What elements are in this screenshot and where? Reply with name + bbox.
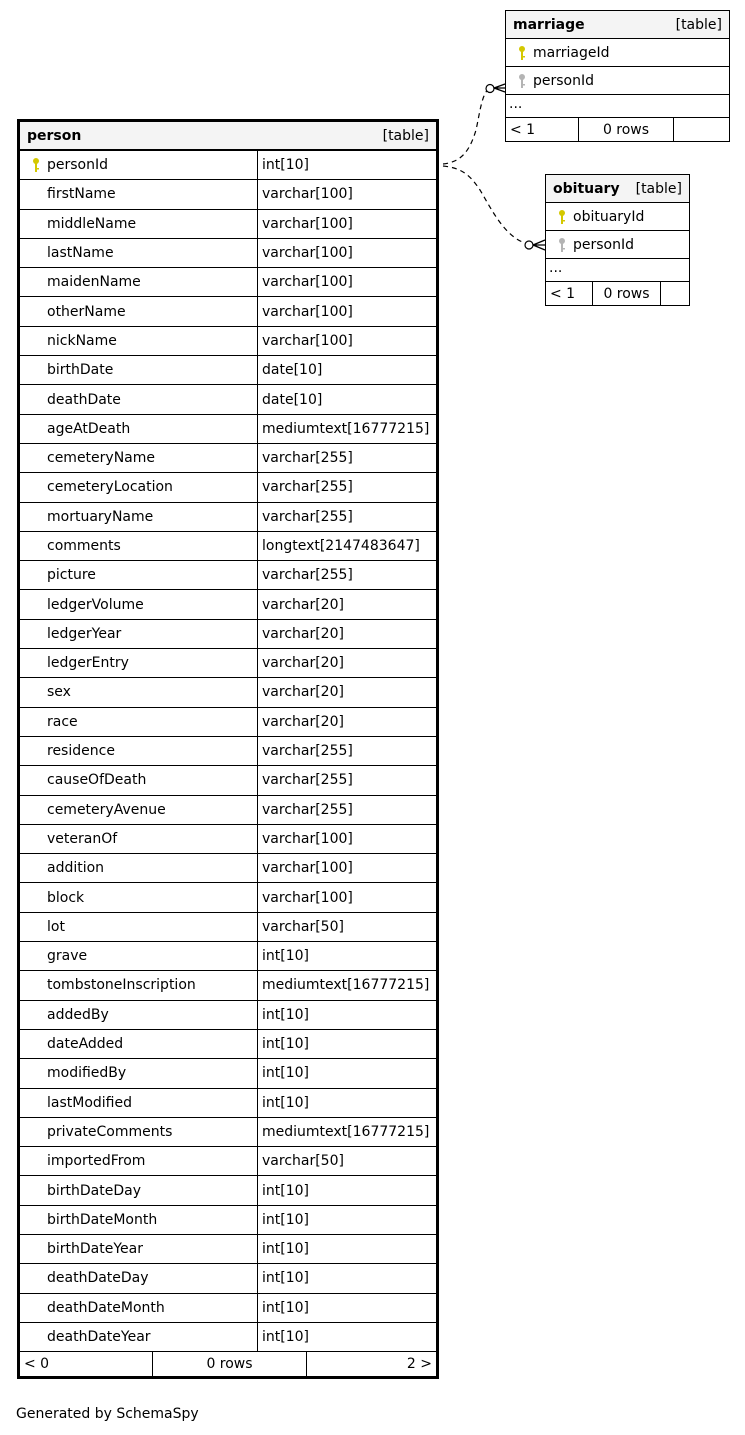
table-row[interactable] xyxy=(20,327,436,356)
table-row[interactable] xyxy=(20,151,436,180)
column-name: ageAtDeath xyxy=(47,420,131,437)
table-row[interactable] xyxy=(20,444,436,473)
column-type: varchar[20] xyxy=(262,625,344,642)
table-row[interactable] xyxy=(20,1001,436,1030)
foreign-key-icon xyxy=(550,237,573,253)
table-row[interactable] xyxy=(20,590,436,619)
more-columns: ... xyxy=(546,259,689,282)
column-name: lot xyxy=(47,918,65,935)
column-type: varchar[100] xyxy=(262,245,353,262)
column-name-cell xyxy=(20,356,258,384)
column-name-cell xyxy=(20,473,258,501)
primary-key-icon xyxy=(510,45,533,61)
column-type: int[10] xyxy=(262,1211,309,1228)
column-name-cell xyxy=(20,239,258,267)
table-row[interactable] xyxy=(20,473,436,502)
column-name-cell xyxy=(20,971,258,999)
table-row[interactable] xyxy=(20,1235,436,1264)
table-row[interactable] xyxy=(506,39,729,67)
table-row[interactable] xyxy=(20,649,436,678)
column-type: date[10] xyxy=(262,391,323,408)
column-name-cell xyxy=(20,561,258,589)
table-row[interactable] xyxy=(20,766,436,795)
generated-by-label: Generated by SchemaSpy xyxy=(16,1406,199,1422)
table-row[interactable] xyxy=(20,854,436,883)
column-type: varchar[100] xyxy=(262,274,353,291)
column-name: picture xyxy=(47,567,96,584)
column-name-cell xyxy=(20,210,258,238)
connector-obituary-zero-marker xyxy=(525,241,533,249)
column-type: longtext[2147483647] xyxy=(262,538,420,554)
column-name: modifiedBy xyxy=(47,1065,127,1082)
table-row[interactable] xyxy=(20,356,436,385)
table-kind: [table] xyxy=(635,180,682,197)
column-name: importedFrom xyxy=(47,1153,146,1170)
table-row[interactable] xyxy=(20,180,436,209)
column-list xyxy=(20,151,436,1352)
connector-person-marriage xyxy=(443,88,490,164)
table-header xyxy=(546,175,689,203)
column-name-cell xyxy=(20,678,258,706)
table-marriage[interactable] xyxy=(505,10,730,142)
column-name-cell xyxy=(20,883,258,911)
column-name-cell xyxy=(20,1323,258,1351)
table-row[interactable] xyxy=(20,1118,436,1147)
column-type: varchar[255] xyxy=(262,801,353,818)
table-row[interactable] xyxy=(20,942,436,971)
column-name-cell xyxy=(20,1059,258,1087)
table-footer xyxy=(20,1352,436,1376)
column-name: birthDate xyxy=(47,362,114,379)
connector-person-obituary xyxy=(443,166,528,244)
column-name: birthDateMonth xyxy=(47,1211,158,1228)
column-list xyxy=(506,39,729,95)
column-name-cell xyxy=(20,503,258,531)
column-name: grave xyxy=(47,948,88,965)
column-type: int[10] xyxy=(262,948,309,965)
column-name-cell xyxy=(20,590,258,618)
column-name-cell xyxy=(20,297,258,325)
column-type: mediumtext[16777215] xyxy=(262,977,430,994)
column-name-cell xyxy=(20,385,258,413)
column-type: varchar[20] xyxy=(262,713,344,730)
column-type: date[10] xyxy=(262,362,323,379)
column-type: varchar[50] xyxy=(262,1153,344,1170)
table-row[interactable] xyxy=(20,415,436,444)
table-row[interactable] xyxy=(20,913,436,942)
column-name: maidenName xyxy=(47,274,141,291)
column-name-cell xyxy=(20,268,258,296)
column-name: personId xyxy=(573,236,635,253)
column-type: varchar[255] xyxy=(262,479,353,496)
row-count: 0 rows xyxy=(579,118,674,141)
column-name-cell xyxy=(20,1089,258,1117)
column-type: varchar[100] xyxy=(262,889,353,906)
connector-marriage-crowfoot xyxy=(494,84,505,92)
column-name: causeOfDeath xyxy=(47,772,147,789)
parent-count: < 1 xyxy=(506,118,579,141)
table-person[interactable] xyxy=(17,119,439,1379)
column-name: veteranOf xyxy=(47,830,118,847)
table-row[interactable] xyxy=(20,1059,436,1088)
column-name-cell xyxy=(20,415,258,443)
column-name: sex xyxy=(47,684,71,701)
column-type: mediumtext[16777215] xyxy=(262,1123,430,1140)
column-name-cell xyxy=(20,151,258,179)
column-name: dateAdded xyxy=(47,1036,124,1053)
column-name: nickName xyxy=(47,332,117,349)
column-name-cell xyxy=(20,708,258,736)
column-name: block xyxy=(47,889,85,906)
column-name: firstName xyxy=(47,186,116,203)
table-row[interactable] xyxy=(20,883,436,912)
column-name-cell xyxy=(20,796,258,824)
column-name: personId xyxy=(47,157,109,174)
column-name-cell xyxy=(20,1118,258,1146)
column-name: ledgerVolume xyxy=(47,596,144,613)
column-name: deathDateMonth xyxy=(47,1299,165,1316)
column-name: tombstoneInscription xyxy=(47,977,196,994)
table-row[interactable] xyxy=(20,1030,436,1059)
column-name-cell xyxy=(20,444,258,472)
column-name: deathDateYear xyxy=(47,1329,151,1346)
column-type: int[10] xyxy=(262,1270,309,1287)
column-type: int[10] xyxy=(262,1006,309,1023)
column-name-cell xyxy=(20,913,258,941)
column-name: lastName xyxy=(47,245,114,262)
table-row[interactable] xyxy=(20,385,436,414)
table-row[interactable] xyxy=(20,737,436,766)
column-name-cell xyxy=(20,737,258,765)
table-footer xyxy=(546,282,689,305)
column-name: addedBy xyxy=(47,1006,109,1023)
table-row[interactable] xyxy=(546,203,689,231)
table-kind: [table] xyxy=(675,16,722,33)
table-header xyxy=(20,122,436,151)
column-type: int[10] xyxy=(262,1299,309,1316)
parent-count: < 1 xyxy=(546,282,593,305)
child-count: 2 > xyxy=(406,1356,432,1373)
table-row[interactable] xyxy=(20,708,436,737)
foreign-key-icon xyxy=(510,73,533,89)
column-type: varchar[255] xyxy=(262,450,353,467)
table-row[interactable] xyxy=(20,796,436,825)
column-name-cell xyxy=(20,1001,258,1029)
table-row[interactable] xyxy=(20,268,436,297)
column-name: deathDateDay xyxy=(47,1270,149,1287)
table-row[interactable] xyxy=(20,1294,436,1323)
column-type: varchar[100] xyxy=(262,215,353,232)
column-name-cell xyxy=(20,1206,258,1234)
more-columns: ... xyxy=(506,95,729,118)
table-name: person xyxy=(27,127,82,144)
column-type: varchar[100] xyxy=(262,332,353,349)
table-row[interactable] xyxy=(20,1264,436,1293)
column-name: ledgerYear xyxy=(47,625,122,642)
column-name: cemeteryName xyxy=(47,450,156,467)
column-name-cell xyxy=(20,1030,258,1058)
column-name-cell xyxy=(20,766,258,794)
table-row[interactable] xyxy=(20,1176,436,1205)
column-name: obituaryId xyxy=(573,208,645,225)
column-name: personId xyxy=(533,72,595,89)
table-name: obituary xyxy=(553,180,620,197)
table-row[interactable] xyxy=(20,1323,436,1352)
connector-obituary-crowfoot xyxy=(533,240,545,250)
column-name-cell xyxy=(20,327,258,355)
table-kind: [table] xyxy=(382,127,429,144)
column-type: varchar[50] xyxy=(262,918,344,935)
column-name-cell xyxy=(20,1264,258,1292)
table-row[interactable] xyxy=(506,67,729,95)
column-name-cell xyxy=(20,649,258,677)
table-row[interactable] xyxy=(20,297,436,326)
connector-marriage-zero-marker xyxy=(486,85,494,93)
column-name-cell xyxy=(20,180,258,208)
column-name: cemeteryAvenue xyxy=(47,801,166,818)
column-name: comments xyxy=(47,538,121,554)
column-name-cell xyxy=(20,942,258,970)
column-name: privateComments xyxy=(47,1123,173,1140)
column-name-cell xyxy=(20,854,258,882)
row-count: 0 rows xyxy=(593,282,661,305)
column-type: varchar[255] xyxy=(262,743,353,760)
column-name-cell xyxy=(20,1235,258,1263)
column-name: marriageId xyxy=(533,44,610,61)
column-name-cell xyxy=(20,532,258,560)
column-type: mediumtext[16777215] xyxy=(262,420,430,437)
table-row[interactable] xyxy=(20,1147,436,1176)
column-name: cemeteryLocation xyxy=(47,479,173,496)
column-type: int[10] xyxy=(262,1182,309,1199)
table-header xyxy=(506,11,729,39)
column-type: varchar[255] xyxy=(262,508,353,525)
table-row[interactable] xyxy=(546,231,689,259)
table-row[interactable] xyxy=(20,561,436,590)
table-row[interactable] xyxy=(20,239,436,268)
column-type: int[10] xyxy=(262,1065,309,1082)
column-name: otherName xyxy=(47,303,126,320)
column-list xyxy=(546,203,689,259)
table-footer xyxy=(506,118,729,141)
column-type: varchar[255] xyxy=(262,567,353,584)
table-row[interactable] xyxy=(20,1089,436,1118)
table-name: marriage xyxy=(513,16,585,33)
column-name: addition xyxy=(47,860,105,877)
column-name-cell xyxy=(20,1176,258,1204)
column-name: race xyxy=(47,713,78,730)
table-row[interactable] xyxy=(20,620,436,649)
column-type: varchar[255] xyxy=(262,772,353,789)
column-type: int[10] xyxy=(262,1036,309,1053)
column-name-cell xyxy=(20,1294,258,1322)
column-name: lastModified xyxy=(47,1094,132,1111)
column-type: int[10] xyxy=(262,1094,309,1111)
column-type: int[10] xyxy=(262,157,309,174)
primary-key-icon xyxy=(24,157,47,173)
column-type: varchar[100] xyxy=(262,303,353,320)
column-type: varchar[100] xyxy=(262,860,353,877)
column-type: varchar[20] xyxy=(262,655,344,672)
table-obituary[interactable] xyxy=(545,174,690,306)
column-type: int[10] xyxy=(262,1241,309,1258)
column-type: varchar[100] xyxy=(262,830,353,847)
column-type: varchar[100] xyxy=(262,186,353,203)
table-row[interactable] xyxy=(20,678,436,707)
primary-key-icon xyxy=(550,209,573,225)
column-type: varchar[20] xyxy=(262,596,344,613)
column-name-cell xyxy=(20,825,258,853)
parent-count: < 0 xyxy=(20,1352,153,1376)
row-count: 0 rows xyxy=(153,1352,307,1376)
column-name: mortuaryName xyxy=(47,508,154,525)
column-name: deathDate xyxy=(47,391,121,408)
column-name-cell xyxy=(20,620,258,648)
column-name: middleName xyxy=(47,215,137,232)
table-row[interactable] xyxy=(20,210,436,239)
column-name-cell xyxy=(20,1147,258,1175)
column-name: residence xyxy=(47,743,115,760)
column-type: varchar[20] xyxy=(262,684,344,701)
table-row[interactable] xyxy=(20,532,436,561)
table-row[interactable] xyxy=(20,825,436,854)
column-name: birthDateYear xyxy=(47,1241,143,1258)
column-name: ledgerEntry xyxy=(47,655,129,672)
table-row[interactable] xyxy=(20,1206,436,1235)
table-row[interactable] xyxy=(20,971,436,1000)
column-name: birthDateDay xyxy=(47,1182,142,1199)
column-type: int[10] xyxy=(262,1329,309,1346)
table-row[interactable] xyxy=(20,503,436,532)
